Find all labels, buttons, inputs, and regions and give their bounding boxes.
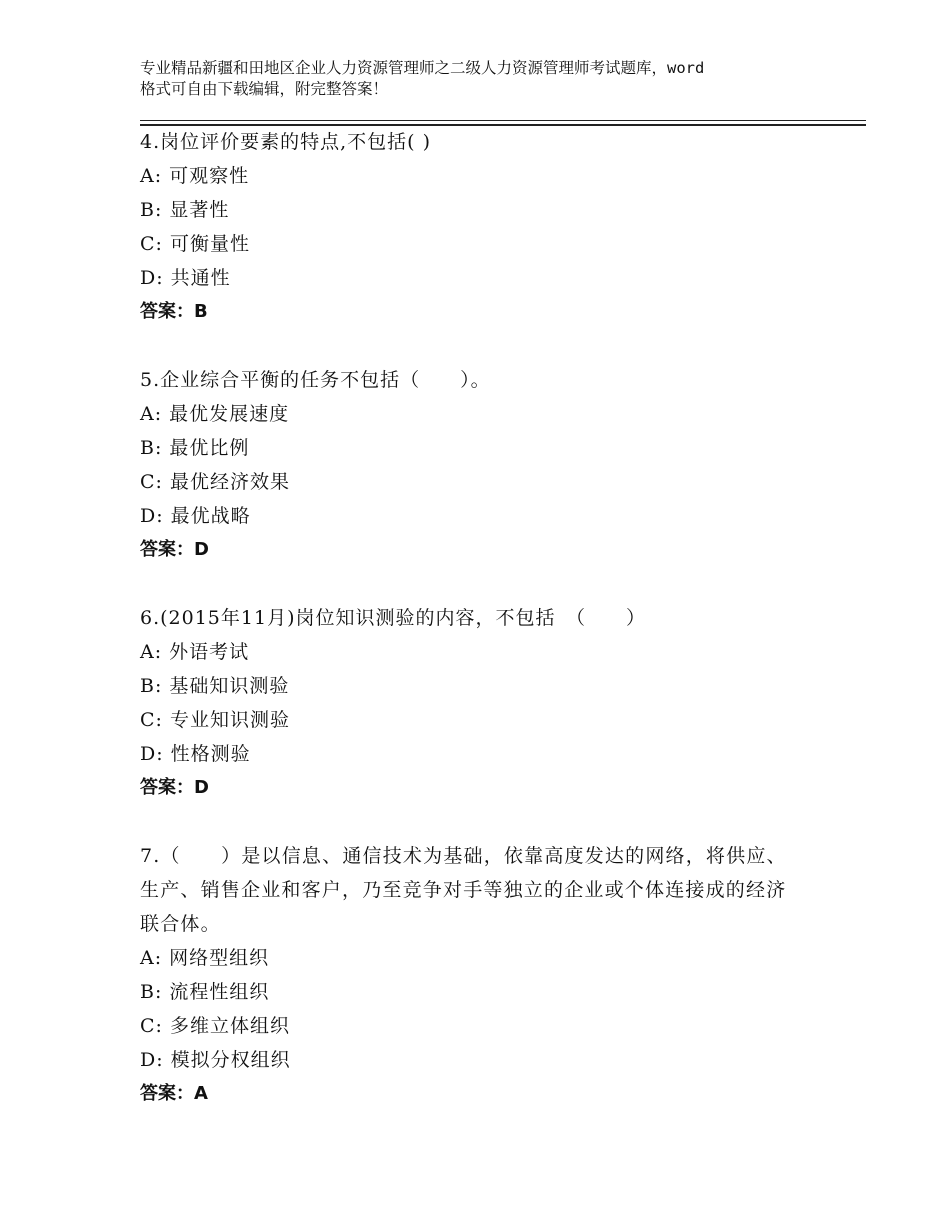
- question-7: [140, 839, 820, 1111]
- header-line-2: 格式可自由下载编辑，附完整答案！: [140, 80, 389, 98]
- question-list: [140, 125, 820, 1145]
- question-stem: 6.(2015年11月)岗位知识测验的内容，不包括 （ ）: [140, 607, 646, 629]
- option-d: D: 共通性: [140, 267, 231, 289]
- header-line-1: 专业精品新疆和田地区企业人力资源管理师之二级人力资源管理师考试题库，word: [140, 59, 705, 77]
- option-a: A: 外语考试: [140, 641, 250, 663]
- option-c: C: 专业知识测验: [140, 709, 290, 731]
- option-a: A: 网络型组织: [140, 947, 270, 969]
- option-b: B: 显著性: [140, 199, 230, 221]
- document-header: [140, 58, 840, 100]
- question-stem: 4.岗位评价要素的特点,不包括( ): [140, 131, 432, 153]
- option-d: D: 最优战略: [140, 505, 251, 527]
- option-a: A: 最优发展速度: [140, 403, 290, 425]
- question-stem: 7.（ ）是以信息、通信技术为基础，依靠高度发达的网络，将供应、生产、销售企业和客户，乃至竞争对手等独立的企业或个体连接成的经济联合体。: [140, 845, 787, 935]
- option-b: B: 基础知识测验: [140, 675, 290, 697]
- question-5: [140, 363, 820, 567]
- option-c: C: 可衡量性: [140, 233, 250, 255]
- option-c: C: 多维立体组织: [140, 1015, 290, 1037]
- option-a: A: 可观察性: [140, 165, 250, 187]
- question-stem: 5.企业综合平衡的任务不包括（ ）。: [140, 369, 491, 391]
- header-divider-thin: [140, 120, 866, 121]
- option-b: B: 流程性组织: [140, 981, 270, 1003]
- answer-label: 答案：D: [140, 777, 209, 798]
- answer-label: 答案：A: [140, 1083, 208, 1104]
- option-b: B: 最优比例: [140, 437, 250, 459]
- question-6: [140, 601, 820, 805]
- option-d: D: 性格测验: [140, 743, 251, 765]
- option-d: D: 模拟分权组织: [140, 1049, 291, 1071]
- answer-label: 答案：B: [140, 301, 208, 322]
- option-c: C: 最优经济效果: [140, 471, 290, 493]
- answer-label: 答案：D: [140, 539, 209, 560]
- question-4: [140, 125, 820, 329]
